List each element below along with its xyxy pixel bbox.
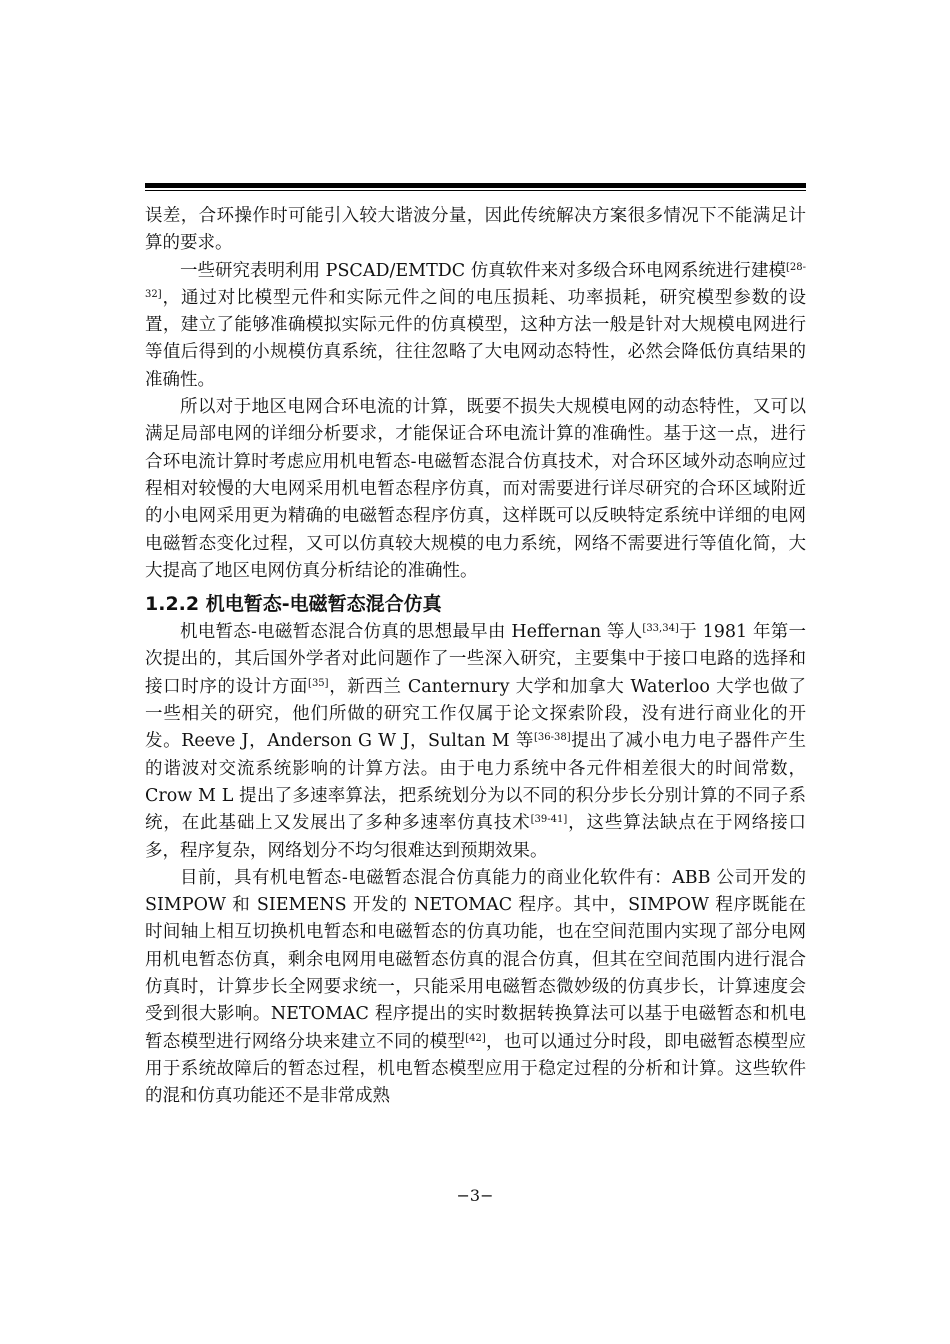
section-heading: 1.2.2 机电暂态-电磁暂态混合仿真	[145, 593, 442, 616]
paragraph-pscad	[145, 258, 806, 394]
page-number: −3−	[456, 1186, 494, 1205]
header-rule-thick	[145, 183, 806, 188]
paragraph-text: ，这些算法缺点在于网络接口多，程序复杂，网络划分不均匀很难达到预期效果。	[145, 813, 807, 861]
paragraph-text: ，也可以通过分时段，即电磁暂态模型应用于系统故障后的暂态过程，机电暂态模型应用于稳定过程的分析和计算。这些软件的混和仿真功能还不是非常成熟	[145, 1031, 806, 1107]
paragraph-text: 目前，具有机电暂态-电磁暂态混合仿真能力的商业化软件有：ABB 公司开发的 SIMPOW 和 SIEMENS 开发的 NETOMAC 程序。其中，SIMPOW 程序既能在时间轴上相互切换机电暂态和电磁暂态的仿真功能，也在空间范围内实现了部分电网用机电暂态仿真，剩余电网用电磁暂态仿真的混合仿真，但其在空间范围内进行混合仿真时，计算步长全网要求统一，只能采用电磁暂态微妙级的仿真步长，计算速度会受到很大影响。NETOMAC 程序提出的实时数据转换算法可以基于电磁暂态和机电暂态模型进行网络分块来建立不同的模型	[145, 867, 806, 1052]
paragraph-text: 一些研究表明利用 PSCAD/EMTDC 仿真软件来对多级合环电网系统进行建模	[180, 260, 786, 281]
paragraph-text: ，新西兰 Canternury 大学和加拿大 Waterloo 大学也做了一些相关的研究，他们所做的研究工作仅属于论文探索阶段，没有进行商业化的开发。Reeve J，Anderson G W J，Sultan M 等	[145, 676, 806, 752]
paragraph-software	[145, 865, 806, 1111]
citation-ref: [42]	[465, 1032, 486, 1044]
paragraph-history	[145, 619, 806, 865]
citation-ref: [28-32]	[145, 261, 806, 300]
citation-ref: [35]	[308, 677, 329, 689]
paragraph-text: 机电暂态-电磁暂态混合仿真的思想最早由 Heffernan 等人	[180, 622, 643, 643]
citation-ref: [36-38]	[534, 732, 571, 744]
paragraph-continuation	[145, 203, 806, 258]
paragraph-text: 提出了减小电力电子器件产生的谐波对交流系统影响的计算方法。由于电力系统中各元件相差很大的时间常数，Crow M L 提出了多速率算法，把系统划分为以不同的积分步长分别计算的不同子系统，在此基础上又发展出了多种多速率仿真技术	[145, 731, 806, 834]
paragraph-regional-grid	[145, 394, 806, 585]
paragraph-text: 所以对于地区电网合环电流的计算，既要不损失大规模电网的动态特性，又可以满足局部电网的详细分析要求，才能保证合环电流计算的准确性。基于这一点，进行合环电流计算时考虑应用机电暂态-电磁暂态混合仿真技术，对合环区域外动态响应过程相对较慢的大电网采用机电暂态程序仿真，而对需要进行详尽研究的合环区域附近的小电网采用更为精确的电磁暂态程序仿真，这样既可以反映特定系统中详细的电网电磁暂态变化过程，又可以仿真较大规模的电力系统，网络不需要进行等值化简，大大提高了地区电网仿真分析结论的准确性。	[145, 397, 806, 581]
paragraph-text: ，通过对比模型元件和实际元件之间的电压损耗、功率损耗，研究模型参数的设置，建立了能够准确模拟实际元件的仿真模型，这种方法一般是针对大规模电网进行等值后得到的小规模仿真系统，往往忽略了大电网动态特性，必然会降低仿真结果的准确性。	[145, 287, 806, 390]
page-body	[145, 203, 806, 1111]
paragraph-text: 误差，合环操作时可能引入较大谐波分量，因此传统解决方案很多情况下不能满足计算的要求。	[145, 206, 806, 254]
citation-ref: [33,34]	[642, 623, 679, 635]
header-rule-thin	[145, 190, 806, 191]
citation-ref: [39-41]	[530, 814, 568, 826]
paragraph-text: 于 1981 年第一次提出的，其后国外学者对此问题作了一些深入研究，主要集中于接口电路的选择和接口时序的设计方面	[145, 622, 806, 697]
